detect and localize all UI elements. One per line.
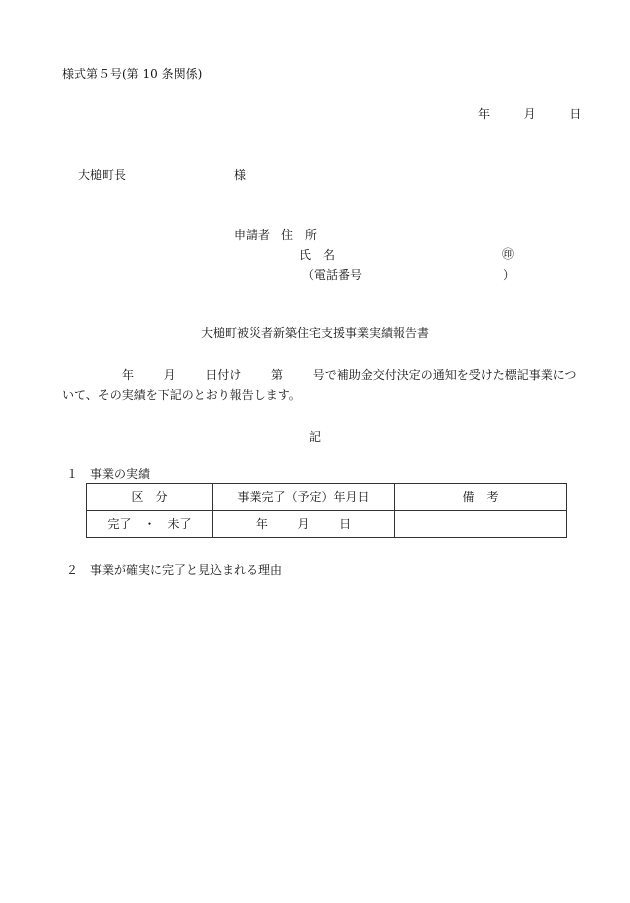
report-date-day: 日 [569, 107, 582, 121]
table-row [87, 511, 567, 538]
body-year: 年 [122, 368, 135, 382]
phone-number-label: （電話番号 [302, 268, 363, 282]
section-1-heading: １ 事業の実績 [66, 467, 151, 481]
body-rest-line-1: 号で補助金交付決定の通知を受けた標記事業につ [312, 368, 577, 382]
body-dai: 第 [271, 368, 284, 382]
addressee-honorific: 様 [234, 168, 247, 182]
form-number: 様式第５号(第 10 条関係) [62, 67, 203, 81]
header-completion-date: 事業完了（予定）年月日 [213, 484, 395, 511]
completion-year: 年 [255, 517, 268, 531]
table-header-row [87, 484, 567, 511]
status-cell: 完了 ・ 未了 [87, 511, 213, 538]
completion-day: 日 [339, 517, 352, 531]
body-day-dated: 日付け [205, 368, 242, 382]
completion-month: 月 [297, 517, 310, 531]
name-label: 氏 名 [299, 248, 336, 262]
report-date-year: 年 [478, 107, 491, 121]
report-date-month: 月 [523, 107, 536, 121]
applicant-label: 申請者 [234, 228, 271, 242]
document-title: 大槌町被災者新築住宅支援事業実績報告書 [200, 326, 429, 340]
remarks-cell [395, 511, 567, 538]
completion-date-cell [213, 511, 395, 538]
body-text-line-1 [122, 369, 576, 381]
ki-heading: 記 [308, 430, 321, 444]
header-remarks: 備 考 [395, 484, 567, 511]
body-text-line-2: いて、その実績を下記のとおり報告します。 [62, 388, 301, 402]
header-category: 区 分 [87, 484, 213, 511]
report-date-line [478, 108, 581, 120]
body-month: 月 [163, 368, 176, 382]
address-label: 住 所 [281, 228, 318, 242]
seal-mark-icon: ㊞ [502, 247, 515, 261]
phone-number-close-paren: ） [503, 268, 516, 282]
addressee-name: 大槌町長 [78, 168, 127, 182]
results-table [86, 483, 567, 538]
section-2-heading: ２ 事業が確実に完了と見込まれる理由 [66, 563, 283, 577]
